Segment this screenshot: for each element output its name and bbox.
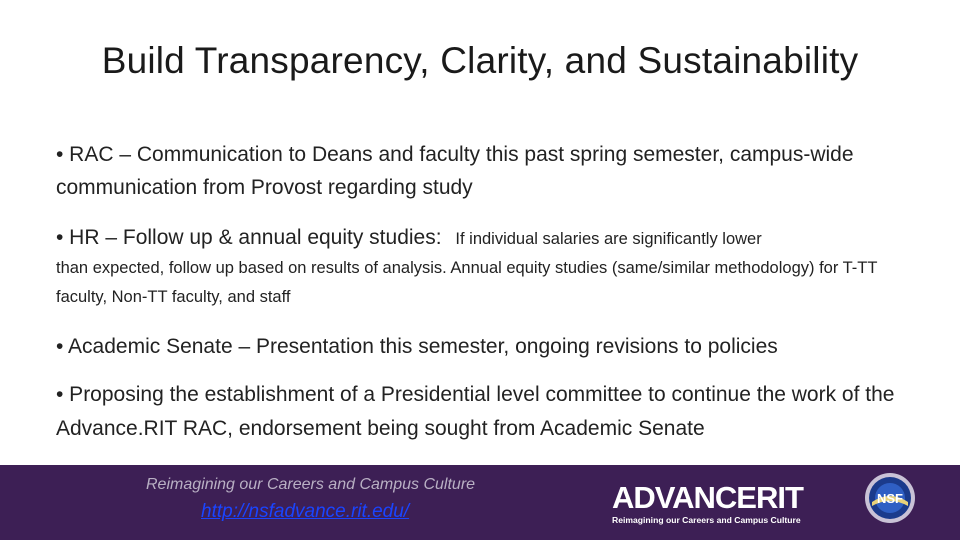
bullet-hr-detail-2: than expected, follow up based on results of analysis. Annual equity studies (same/similar methodology) for T-TT faculty, Non-TT faculty, and staff	[56, 259, 878, 306]
bullet-rac	[56, 138, 916, 204]
slide-title: Build Transparency, Clarity, and Sustainability	[101, 40, 859, 81]
bullet-rac-text: • RAC – Communication to Deans and faculty this past spring semester, campus-wide communication from Provost regarding study	[56, 143, 854, 199]
bullet-proposal	[56, 378, 916, 446]
bullet-proposal-text: • Proposing the establishment of a Presidential level committee to continue the work of the Advance.RIT RAC, endorsement being sought from Academic Senate	[56, 383, 895, 440]
footer-tagline: Reimagining our Careers and Campus Culture	[146, 476, 476, 493]
bullet-senate-text: • Academic Senate – Presentation this semester, ongoing revisions to policies	[56, 335, 778, 358]
logo-sub-text: Reimagining our Careers and Campus Culture	[612, 515, 801, 525]
bullet-hr-lead: • HR – Follow up & annual equity studies:	[56, 226, 442, 249]
nsf-text: NSF	[877, 491, 903, 506]
bullet-hr-detail-1: If individual salaries are significantly lower	[455, 230, 762, 248]
footer-banner	[0, 465, 960, 540]
bullet-hr	[56, 222, 916, 312]
nsf-seal-icon	[864, 472, 916, 524]
bullet-senate	[56, 330, 916, 363]
advance-rit-logo	[612, 481, 832, 527]
logo-main-text: ADVANCERIT	[612, 480, 803, 515]
footer-link[interactable]: http://nsfadvance.rit.edu/	[201, 501, 410, 522]
